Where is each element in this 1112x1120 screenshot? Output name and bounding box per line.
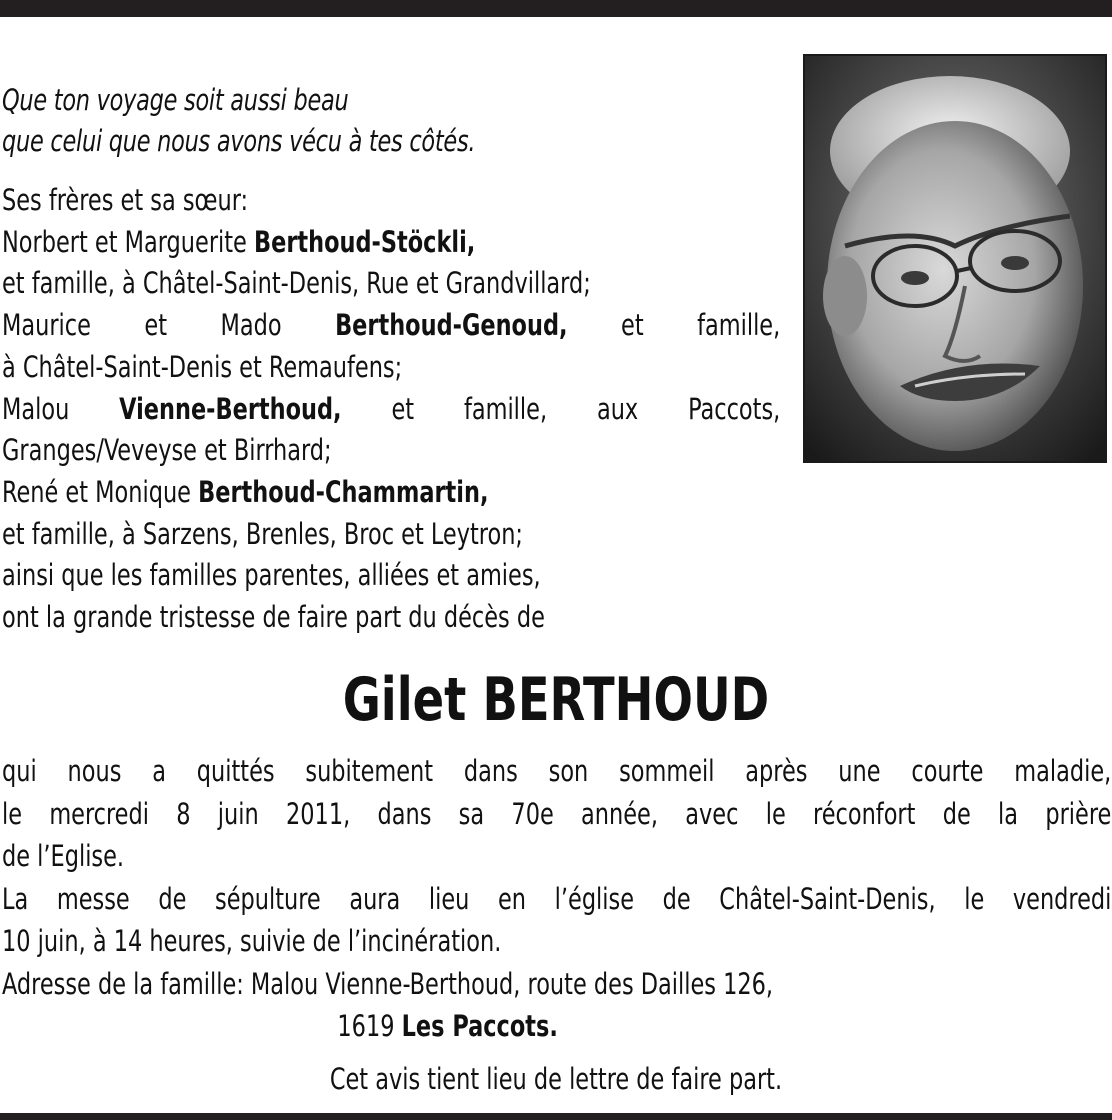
verse [2, 80, 673, 162]
body-word: qui [2, 754, 37, 788]
family-word: famille, [697, 308, 781, 343]
family-detail: à Châtel-Saint-Denis et Remaufens; [2, 349, 403, 384]
family-word: Malou [2, 391, 70, 426]
body-word: Châtel-Saint-Denis, [719, 881, 936, 916]
body-word: messe [56, 881, 130, 916]
deceased-name-text: Gilet BERTHOUD [342, 665, 770, 735]
body-word: une [838, 754, 881, 788]
family-detail: Granges/Veveyse et Birrhard; [2, 433, 332, 468]
verse-line: que celui que nous avons vécu à tes côtés. [2, 124, 476, 158]
footer-note [0, 1057, 1112, 1101]
top-rule [0, 0, 1112, 17]
body-word: dans [377, 796, 432, 831]
postcode: 1619 [337, 1009, 395, 1043]
family-word: Maurice [2, 308, 91, 343]
body-word: sa [458, 796, 485, 831]
body-line [2, 878, 1111, 921]
body-word: aura [349, 881, 401, 916]
body-word: prière [1045, 796, 1112, 831]
family-names: Norbert et Marguerite [2, 224, 247, 259]
verse-line: Que ton voyage soit aussi beau [2, 83, 349, 117]
body-word: année, [581, 796, 658, 831]
body-word: sépulture [214, 881, 321, 916]
family-entry [2, 389, 780, 431]
family-word: et [621, 308, 644, 343]
body-word: de [662, 881, 691, 916]
body-word: réconfort [813, 796, 916, 831]
body-word: vendredi [1012, 881, 1112, 916]
family-word: aux [596, 391, 639, 426]
announcement-line: ont la grande tristesse de faire part du décès de [2, 600, 545, 635]
body-word: de [158, 881, 187, 916]
body-word: quittés [196, 754, 275, 788]
body-word: lieu [428, 881, 470, 916]
family-surname: Berthoud-Stöckli, [254, 224, 476, 259]
body-word: subitement [305, 754, 434, 788]
body-word: dans [463, 754, 518, 788]
body-word: mercredi [49, 796, 149, 831]
address-line: Adresse de la famille: Malou Vienne-Berthoud, route des Dailles 126, [2, 966, 774, 1001]
body-word: l’église [554, 881, 635, 916]
family-word: famille, [463, 391, 548, 426]
body-word: son [548, 754, 589, 788]
family-intro: Ses frères et sa sœur: [2, 183, 249, 217]
footer-note-text: Cet avis tient lieu de lettre de faire part. [329, 1062, 783, 1096]
body-word: après [745, 754, 808, 788]
family-names: René et Monique [2, 474, 191, 509]
family-list [2, 180, 780, 639]
body-word: le [964, 881, 985, 916]
address-town-line [2, 1005, 1111, 1048]
body-line [2, 750, 1111, 793]
body-word: 2011, [286, 796, 351, 831]
body-word: le [2, 796, 23, 831]
family-detail: et famille, à Châtel-Saint-Denis, Rue et Grandvillard; [2, 266, 591, 301]
body-word: sommeil [619, 754, 715, 788]
family-entry [2, 472, 780, 514]
family-entry [2, 305, 780, 347]
town: Les Paccots. [401, 1009, 558, 1043]
deceased-name [0, 660, 1112, 740]
body-line [2, 793, 1111, 836]
body-word: avec [685, 796, 739, 831]
body-word: maladie, [1014, 754, 1112, 788]
portrait-photo [803, 54, 1107, 463]
body-line: 10 juin, à 14 heures, suivie de l’incinération. [2, 924, 502, 958]
family-word: Mado [220, 308, 282, 343]
body-word: La [2, 881, 29, 916]
body-word: a [152, 754, 166, 788]
body-word: 8 [176, 796, 191, 831]
family-word: Paccots, [688, 391, 781, 426]
body-word: 70e [511, 796, 554, 831]
body-word: juin [217, 796, 259, 831]
relatives-line: ainsi que les familles parentes, alliées et amies, [2, 558, 541, 593]
family-surname: Berthoud-Genoud, [335, 308, 568, 343]
family-entry [2, 222, 780, 264]
family-word: et [144, 308, 168, 343]
bottom-rule [0, 1113, 1112, 1120]
family-detail: et famille, à Sarzens, Brenles, Broc et Leytron; [2, 516, 523, 551]
body-word: en [497, 881, 527, 916]
announcement-body [2, 750, 1111, 1048]
family-surname: Vienne-Berthoud, [119, 391, 342, 426]
body-word: nous [67, 754, 122, 788]
body-line: de l’Eglise. [2, 839, 125, 873]
family-surname: Berthoud-Chammartin, [198, 474, 489, 509]
body-word: de [942, 796, 971, 831]
family-word: et [391, 391, 415, 426]
body-word: le [765, 796, 786, 831]
body-word: la [998, 796, 1019, 831]
body-word: courte [911, 754, 984, 788]
